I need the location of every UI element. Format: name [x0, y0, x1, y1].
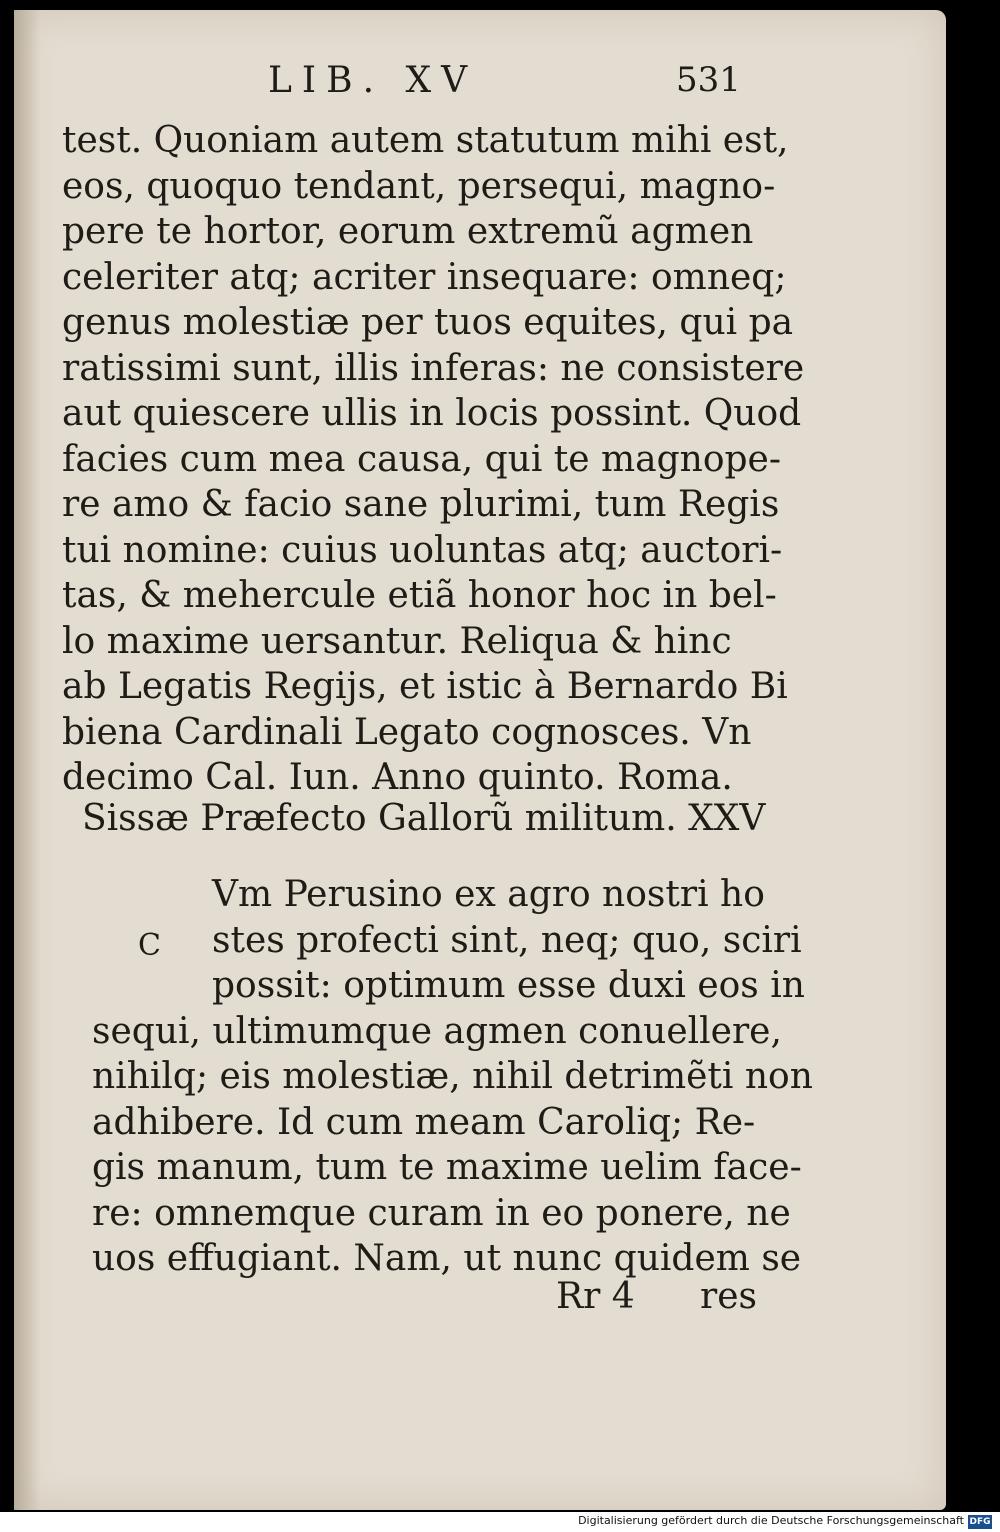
- text-line: ab Legatis Regijs, et istic à Bernardo Bi: [62, 666, 788, 707]
- text-line: decimo Cal. Iun. Anno quinto. Roma.: [62, 757, 733, 798]
- letter-heading: Sissæ Præfecto Gallorũ militum. XXV: [82, 798, 766, 839]
- text-line: possit: optimum esse duxi eos in: [212, 965, 805, 1006]
- text-line: lo maxime uersantur. Reliqua & hinc: [62, 620, 732, 662]
- text-line: tas, & mehercule etiã honor hoc in bel-: [62, 575, 777, 616]
- text-line: test. Quoniam autem statutum mihi est,: [62, 120, 789, 161]
- page-gutter-shadow: [14, 10, 40, 1510]
- text-line: re: omnemque curam in eo ponere, ne: [92, 1192, 791, 1234]
- text-line: uos effugiant. Nam, ut nunc quidem se: [92, 1238, 802, 1279]
- running-head: [0, 60, 1000, 104]
- dfg-logo-icon: DFG: [969, 1517, 991, 1527]
- book-number: LIB. XV: [268, 60, 478, 101]
- funding-credit: Digitalisierung gefördert durch die Deutsche Forschungsgemeinschaft: [578, 1514, 964, 1527]
- text-line: gis manum, tum te maxime uelim face-: [92, 1147, 802, 1188]
- text-line: pere te hortor, eorum extremũ agmen: [62, 211, 754, 252]
- text-line: facies cum mea causa, qui te magnope-: [62, 438, 782, 480]
- text-line: genus molestiæ per tuos equites, qui pa: [62, 302, 794, 343]
- text-line: ratissimi sunt, illis inferas: ne consistere: [62, 347, 805, 389]
- signature-mark: Rr 4: [556, 1276, 635, 1317]
- text-line: biena Cardinali Legato cognosces. Vn: [62, 711, 752, 753]
- footer-bar: [0, 1512, 1000, 1532]
- initial-letter: C: [138, 928, 161, 963]
- letter-body-text: [92, 872, 813, 1282]
- text-line: eos, quoquo tendant, persequi, magno-: [62, 165, 776, 207]
- letter-ending-text: [62, 118, 805, 801]
- text-line: re amo & facio sane plurimi, tum Regis: [62, 484, 780, 525]
- text-line: Vm Perusino ex agro nostri ho: [212, 874, 765, 915]
- folio-number: 531: [676, 60, 741, 100]
- catchword: res: [700, 1276, 757, 1317]
- text-line: nihilq; eis molestiæ, nihil detrimẽti non: [92, 1056, 813, 1097]
- text-line: aut quiescere ullis in locis possint. Quod: [62, 393, 802, 434]
- text-line: adhibere. Id cum meam Caroliq; Re-: [92, 1101, 756, 1143]
- text-line: tui nomine: cuius uoluntas atq; auctori-: [62, 529, 783, 571]
- text-line: stes profecti sint, neq; quo, sciri: [212, 919, 802, 961]
- text-line: sequi, ultimumque agmen conuellere,: [92, 1010, 782, 1052]
- text-line: celeriter atq; acriter insequare: omneq;: [62, 256, 787, 298]
